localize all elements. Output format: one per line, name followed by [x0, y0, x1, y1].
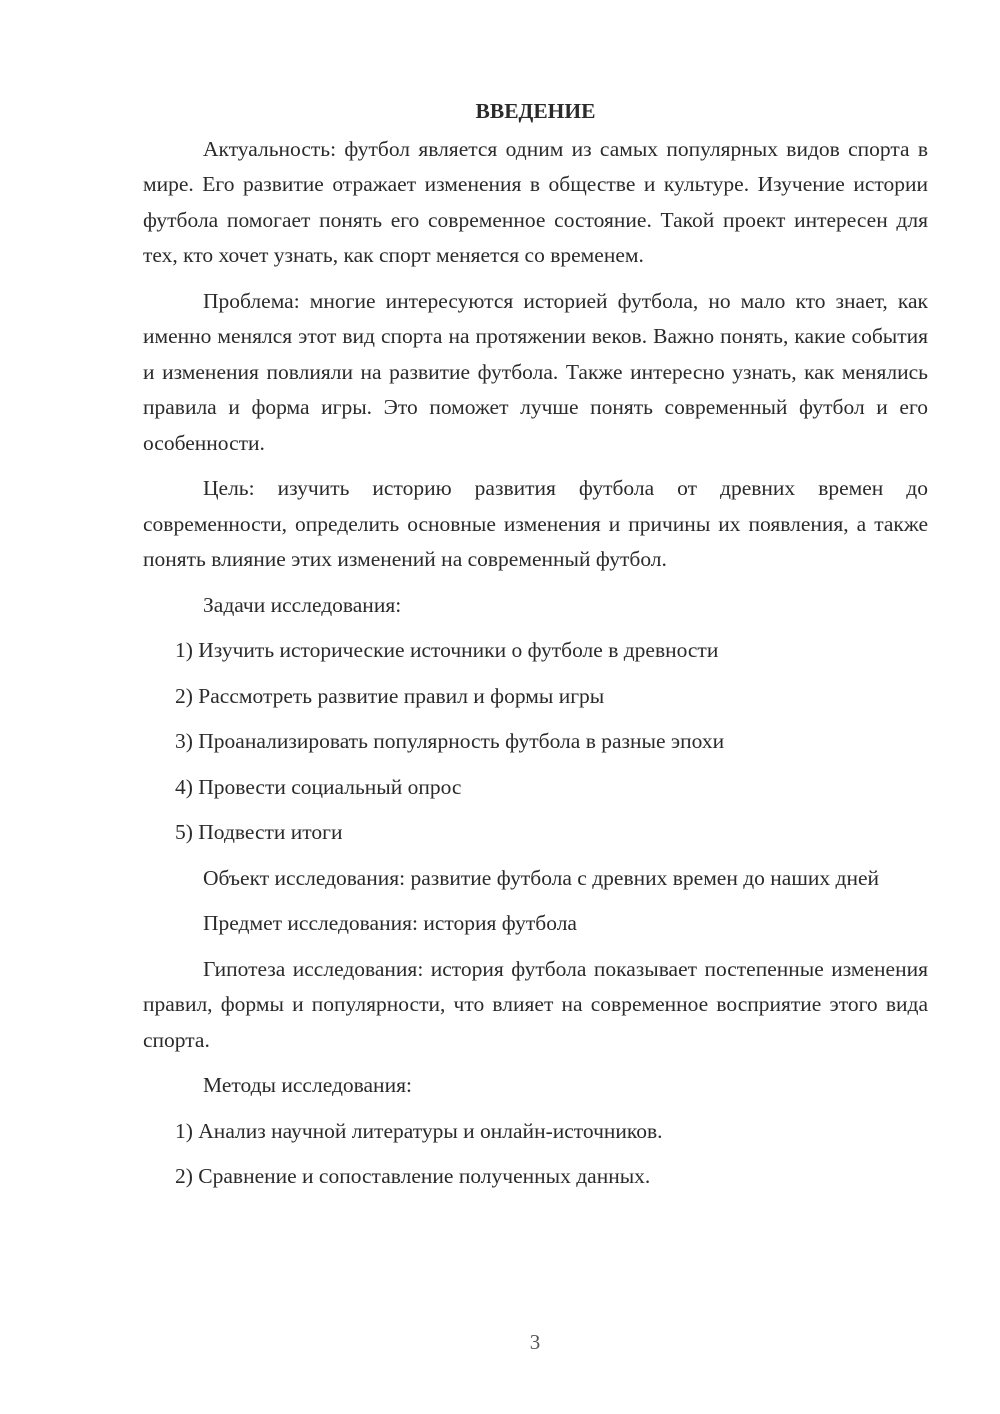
methods-heading: Методы исследования: — [203, 1073, 412, 1097]
section-title: ВВЕДЕНИЕ — [475, 99, 596, 123]
task-item: 5) Подвести итоги — [175, 820, 343, 844]
task-item: 3) Проанализировать популярность футбола в разные эпохи — [175, 729, 725, 753]
page-number: 3 — [529, 1330, 541, 1354]
task-item: 1) Изучить исторические источники о футболе в древности — [175, 638, 719, 662]
relevance-paragraph: Актуальность: футбол является одним из самых популярных видов спорта в мире. Его развитие отражает изменения в обществе и культуре. Изучение истории футбола помогает понять его современное состояние. Такой проект интересен для тех, кто хочет узнать, как спорт меняется со временем. — [143, 136, 928, 267]
task-item: 4) Провести социальный опрос — [175, 774, 462, 799]
hypothesis-paragraph: Гипотеза исследования: история футбола показывает постепенные изменения правил, формы и популярности, что влияет на современное восприятие этого вида спорта. — [143, 956, 928, 1052]
method-item: 2) Сравнение и сопоставление полученных данных. — [175, 1164, 651, 1188]
method-item: 1) Анализ научной литературы и онлайн-источников. — [175, 1118, 663, 1143]
subject-paragraph: Предмет исследования: история футбола — [203, 911, 577, 935]
task-item: 2) Рассмотреть развитие правил и формы игры — [175, 683, 605, 708]
goal-paragraph: Цель: изучить историю развития футбола от древних времен до современности, определить основные изменения и причины их появления, а также понять влияние этих изменений на современный футбол. — [143, 476, 928, 571]
problem-paragraph: Проблема: многие интересуются историей футбола, но мало кто знает, как именно менялся этот вид спорта на протяжении веков. Важно понять, какие события и изменения повлияли на развитие футбола. Также интересно узнать, как менялись правила и форма игры. Это поможет лучше понять современный футбол и его особенности. — [143, 288, 928, 455]
object-paragraph: Объект исследования: развитие футбола с древних времен до наших дней — [203, 865, 880, 890]
tasks-heading: Задачи исследования: — [203, 592, 402, 617]
